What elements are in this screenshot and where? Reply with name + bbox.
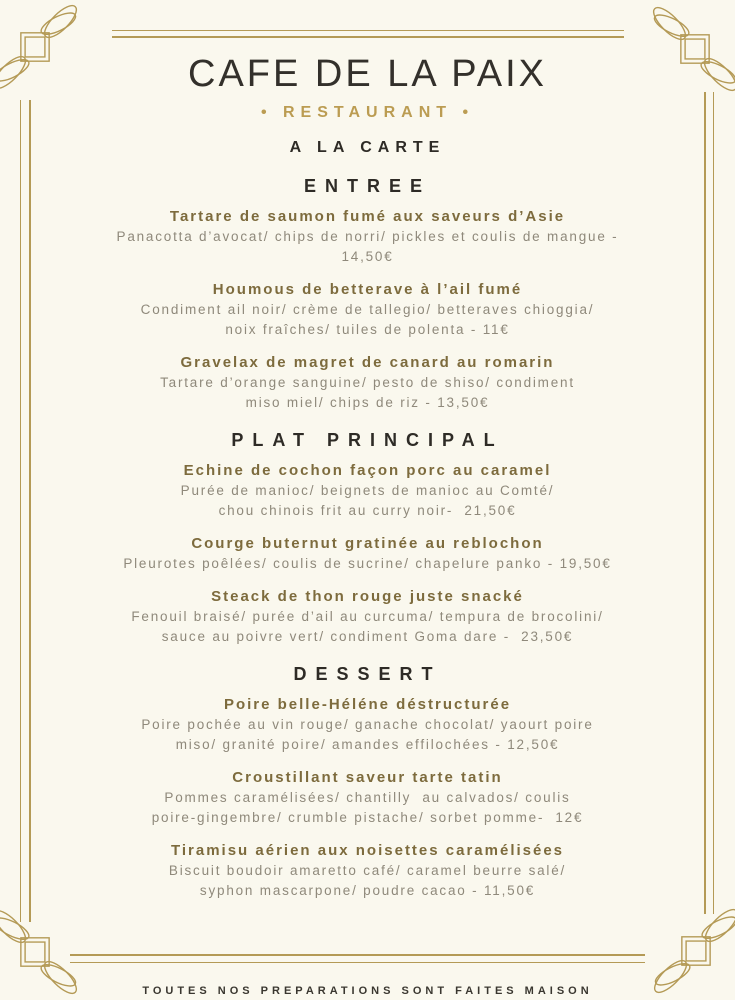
menu-item — [0, 587, 735, 647]
menu-content — [0, 52, 735, 914]
section-heading-dessert: DESSERT — [293, 664, 442, 684]
menu-item-desc-line: Purée de manioc/ beignets de manioc au Comté/ — [180, 483, 555, 498]
menu-item-name: Courge buternut gratinée au reblochon — [191, 535, 544, 552]
menu-item-name: Echine de cochon façon porc au caramel — [183, 462, 552, 479]
menu-item — [0, 207, 735, 267]
menu-item-desc-line: Poire pochée au vin rouge/ ganache chocolat/ yaourt poire — [141, 717, 594, 732]
menu-item-desc-line: Pleurotes poêlées/ coulis de sucrine/ chapelure panko - 19,50€ — [123, 556, 612, 571]
frame-top-inner-line — [112, 36, 624, 38]
menu-item-desc-line: syphon mascarpone/ poudre cacao - 11,50€ — [199, 883, 536, 898]
menu-item-name: Tiramisu aérien aux noisettes caramélisées — [170, 842, 565, 859]
section-heading-entree: ENTREE — [303, 176, 431, 196]
menu-item-name: Tartare de saumon fumé aux saveurs d’Asie — [169, 208, 566, 225]
menu-item-desc-line: miso miel/ chips de riz - 13,50€ — [245, 395, 490, 410]
menu-item-name: Steack de thon rouge juste snacké — [211, 588, 524, 605]
menu-item-desc-line: Pommes caramélisées/ chantilly au calvados/ coulis — [164, 790, 571, 805]
menu-item-name: Poire belle-Héléne déstructurée — [223, 696, 512, 713]
menu-item-desc-line: sauce au poivre vert/ condiment Goma dare - 23,50€ — [161, 629, 574, 644]
menu-item-name: Gravelax de magret de canard au romarin — [180, 354, 555, 371]
menu-item — [0, 841, 735, 901]
menu-item — [0, 695, 735, 755]
restaurant-subtitle: • RESTAURANT • — [260, 104, 475, 121]
menu-item — [0, 353, 735, 413]
menu-item-desc-line: noix fraîches/ tuiles de polenta - 11€ — [225, 322, 510, 337]
section-heading-plat-principal: PLAT PRINCIPAL — [231, 430, 504, 450]
menu-item-name: Houmous de betterave à l’ail fumé — [212, 281, 523, 298]
menu-item — [0, 534, 735, 574]
menu-item-desc-line: Condiment ail noir/ crème de tallegio/ betteraves chioggia/ — [140, 302, 595, 317]
menu-item-desc-line: miso/ granité poire/ amandes effilochées - 12,50€ — [175, 737, 560, 752]
frame-bottom-inner-line — [70, 954, 645, 956]
menu-item-desc-line: poire-gingembre/ crumble pistache/ sorbet pomme- 12€ — [151, 810, 584, 825]
menu-item-name: Croustillant saveur tarte tatin — [232, 769, 503, 786]
page-title: CAFE DE LA PAIX — [188, 53, 547, 95]
frame-bottom-outer-line — [70, 962, 645, 963]
menu-item-desc-line: Fenouil braisé/ purée d’ail au curcuma/ tempura de brocolini/ — [131, 609, 604, 624]
menu-item-desc-line: Biscuit boudoir amaretto café/ caramel beurre salé/ — [168, 863, 567, 878]
menu-item — [0, 461, 735, 521]
a-la-carte-label: A LA CARTE — [289, 139, 446, 156]
frame-top-outer-line — [112, 30, 624, 31]
menu-item-desc-line: 14,50€ — [341, 249, 394, 264]
menu-item-desc-line: Tartare d’orange sanguine/ pesto de shiso/ condiment — [160, 375, 575, 390]
menu-item — [0, 280, 735, 340]
menu-item — [0, 768, 735, 828]
footer-note: TOUTES NOS PREPARATIONS SONT FAITES MAISON — [142, 985, 593, 997]
menu-item-desc-line: Panacotta d’avocat/ chips de norri/ pickles et coulis de mangue - — [116, 229, 619, 244]
menu-item-desc-line: chou chinois frit au curry noir- 21,50€ — [218, 503, 517, 518]
